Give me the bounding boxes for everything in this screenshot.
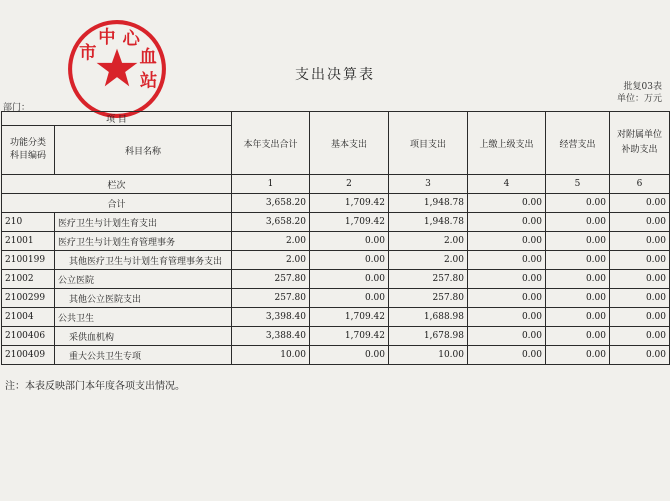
table-row <box>2 327 670 346</box>
row-value: 0.00 <box>610 327 670 346</box>
header-row-item <box>2 112 670 126</box>
header-col-6: 对附属单位 补助支出 <box>610 112 670 175</box>
row-value: 0.00 <box>310 346 389 365</box>
row-value: 1,678.98 <box>389 327 468 346</box>
total-row <box>2 194 670 213</box>
row-value: 2.00 <box>232 232 310 251</box>
row-value: 0.00 <box>546 289 610 308</box>
row-value: 0.00 <box>610 289 670 308</box>
row-value: 2.00 <box>389 251 468 270</box>
row-value: 0.00 <box>310 270 389 289</box>
row-name: 公立医院 <box>55 270 232 289</box>
report-reference: 批复03表 <box>623 82 662 92</box>
col-index-label: 栏次 <box>2 175 232 194</box>
table-row <box>2 251 670 270</box>
col-index-num: 5 <box>546 175 610 194</box>
seal-character: 中 <box>98 27 116 48</box>
row-value: 1,709.42 <box>310 213 389 232</box>
row-value: 0.00 <box>310 232 389 251</box>
row-value: 0.00 <box>546 270 610 289</box>
seal-character: 站 <box>139 71 158 92</box>
row-value: 0.00 <box>468 327 546 346</box>
row-value: 0.00 <box>610 308 670 327</box>
col-index-num: 1 <box>232 175 310 194</box>
row-code: 2100299 <box>2 289 55 308</box>
table-row <box>2 270 670 289</box>
report-title: 支出决算表 <box>295 67 375 83</box>
row-value: 10.00 <box>389 346 468 365</box>
header-col-2: 基本支出 <box>310 112 389 175</box>
header-col-1: 本年支出合计 <box>232 112 310 175</box>
header-code: 功能分类 科目编码 <box>2 126 55 175</box>
row-value: 0.00 <box>610 251 670 270</box>
table-body <box>2 112 670 365</box>
header-col-4: 上缴上级支出 <box>468 112 546 175</box>
row-name: 其他医疗卫生与计划生育管理事务支出 <box>55 251 232 270</box>
row-value: 1,709.42 <box>310 327 389 346</box>
row-code: 21004 <box>2 308 55 327</box>
row-name: 其他公立医院支出 <box>55 289 232 308</box>
row-value: 0.00 <box>310 289 389 308</box>
row-value: 0.00 <box>468 213 546 232</box>
row-code: 21002 <box>2 270 55 289</box>
row-value: 0.00 <box>468 289 546 308</box>
table-row <box>2 289 670 308</box>
row-value: 0.00 <box>546 251 610 270</box>
row-value: 0.00 <box>546 232 610 251</box>
row-value: 1,948.78 <box>389 213 468 232</box>
row-value: 2.00 <box>232 251 310 270</box>
row-name: 公共卫生 <box>55 308 232 327</box>
total-value: 1,948.78 <box>389 194 468 213</box>
table-row <box>2 232 670 251</box>
row-value: 0.00 <box>546 346 610 365</box>
col-index-num: 6 <box>610 175 670 194</box>
row-value: 10.00 <box>232 346 310 365</box>
row-code: 2100406 <box>2 327 55 346</box>
row-code: 210 <box>2 213 55 232</box>
expenditure-table <box>1 111 670 365</box>
row-value: 0.00 <box>610 232 670 251</box>
col-index-num: 3 <box>389 175 468 194</box>
report-unit: 单位：万元 <box>616 94 662 104</box>
row-name: 医疗卫生与计划生育支出 <box>55 213 232 232</box>
col-index-num: 4 <box>468 175 546 194</box>
total-value: 0.00 <box>546 194 610 213</box>
row-value: 0.00 <box>468 346 546 365</box>
total-label: 合计 <box>2 194 232 213</box>
row-name: 医疗卫生与计划生育管理事务 <box>55 232 232 251</box>
footnote: 注：本表反映部门本年度各项支出情况。 <box>5 381 185 392</box>
row-code: 2100199 <box>2 251 55 270</box>
header-item: 项 目 <box>2 112 232 126</box>
row-value: 0.00 <box>546 308 610 327</box>
table-row <box>2 308 670 327</box>
row-value: 0.00 <box>468 270 546 289</box>
row-name: 采供血机构 <box>55 327 232 346</box>
seal-character: 心 <box>122 29 140 50</box>
seal-character: 市 <box>79 43 97 64</box>
row-value: 0.00 <box>546 213 610 232</box>
row-value: 1,688.98 <box>389 308 468 327</box>
total-value: 1,709.42 <box>310 194 389 213</box>
table-row <box>2 213 670 232</box>
row-value: 0.00 <box>468 232 546 251</box>
header-col-5: 经营支出 <box>546 112 610 175</box>
row-value: 0.00 <box>310 251 389 270</box>
seal-character: 血 <box>139 47 157 68</box>
row-value: 0.00 <box>468 251 546 270</box>
row-code: 2100409 <box>2 346 55 365</box>
row-value: 3,658.20 <box>232 213 310 232</box>
row-value: 257.80 <box>389 289 468 308</box>
row-value: 0.00 <box>610 213 670 232</box>
row-value: 0.00 <box>546 327 610 346</box>
row-value: 3,388.40 <box>232 327 310 346</box>
col-index-row <box>2 175 670 194</box>
row-value: 3,398.40 <box>232 308 310 327</box>
header-name: 科目名称 <box>55 126 232 175</box>
row-value: 2.00 <box>389 232 468 251</box>
row-value: 257.80 <box>389 270 468 289</box>
total-value: 0.00 <box>610 194 670 213</box>
total-value: 0.00 <box>468 194 546 213</box>
row-value: 257.80 <box>232 289 310 308</box>
row-value: 0.00 <box>468 308 546 327</box>
department-label: 部门： <box>3 103 31 113</box>
table-row <box>2 346 670 365</box>
total-value: 3,658.20 <box>232 194 310 213</box>
row-value: 257.80 <box>232 270 310 289</box>
row-value: 0.00 <box>610 346 670 365</box>
header-col-3: 项目支出 <box>389 112 468 175</box>
row-name: 重大公共卫生专项 <box>55 346 232 365</box>
row-value: 1,709.42 <box>310 308 389 327</box>
row-code: 21001 <box>2 232 55 251</box>
row-value: 0.00 <box>610 270 670 289</box>
col-index-num: 2 <box>310 175 389 194</box>
